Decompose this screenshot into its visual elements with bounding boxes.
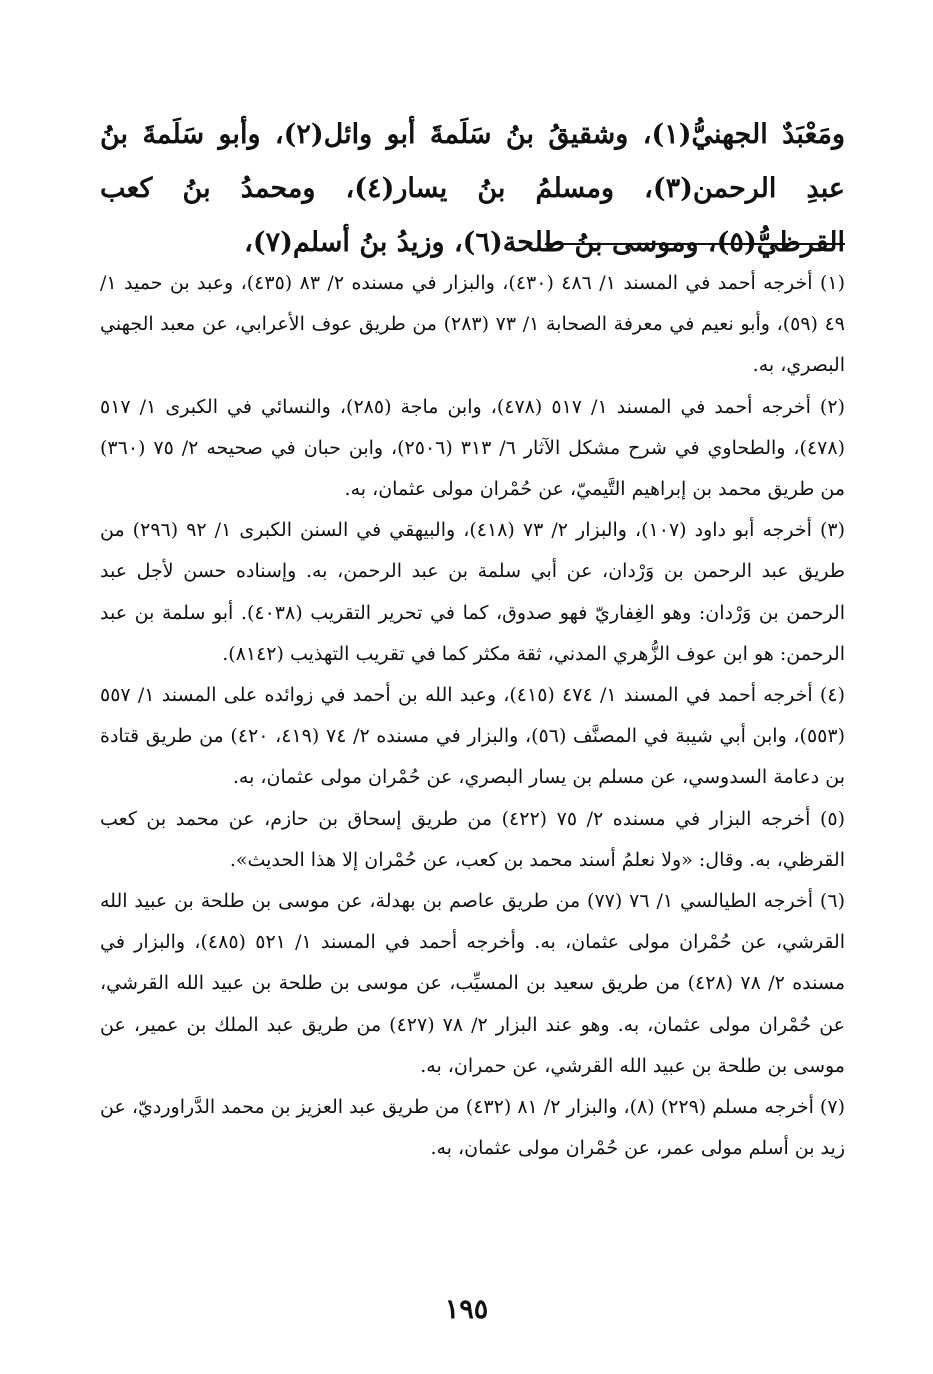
footnote-5: (٥) أخرجه البزار في مسنده ٢/ ٧٥ (٤٢٢) من طريق إسحاق بن حازم، عن محمد بن كعب القرظي، به. وقال: «ولا نعلمُ أسند محمد بن كعب، عن حُمْران إلا هذا الحديث». (100, 807, 845, 871)
footnote-1: (١) أخرجه أحمد في المسند ١/ ٤٨٦ (٤٣٠)، والبزار في مسنده ٢/ ٨٣ (٤٣٥)، وعبد بن حميد ١/ ٤٩ (٥٩)، وأبو نعيم في معرفة الصحابة ١/ ٧٣ (٢٨٣) من طريق عوف الأعرابي، عن معبد الجهني البصري، به. (100, 272, 846, 377)
footnote-2: (٢) أخرجه أحمد في المسند ١/ ٥١٧ (٤٧٨)، وابن ماجة (٢٨٥)، والنسائي في الكبرى ١/ ٥١٧ (٤٧٨)، والطحاوي في شرح مشكل الآثار ٦/ ٣١٣ (٢٥٠٦)، وابن حبان في صحيحه ٢/ ٧٥ (٣٦٠) من طريق محمد بن إبراهيم التَّيميّ، عن حُمْران مولى عثمان، به. (100, 395, 846, 501)
footnote-6: (٦) أخرجه الطيالسي ١/ ٧٦ (٧٧) من طريق عاصم بن بهدلة، عن موسى بن طلحة بن عبيد الله القرشي، عن حُمْران مولى عثمان، به. وأخرجه أحمد في المسند ١/ ٥٢١ (٤٨٥)، والبزار في مسنده ٢/ ٧٨ (٤٢٨) من طريق سعيد بن المسيِّب، عن موسى بن طلحة بن عبيد الله القرشي، عن حُمْران مولى عثمان، به. وهو عند البزار ٢/ ٧٨ (٤٢٧) من طريق عبد الملك بن عمير، عن موسى بن طلحة بن عبيد الله القرشي، عن حمران، به. (100, 890, 846, 1077)
page-number: ١٩٥ (444, 1294, 489, 1325)
footnote-3: (٣) أخرجه أبو داود (١٠٧)، والبزار ٢/ ٧٣ (٤١٨)، والبيهقي في السنن الكبرى ١/ ٩٢ (٢٩٦) من طريق عبد الرحمن بن وَرْدان، عن أبي سلمة بن عبد الرحمن، به. وإسناده حسن لأجل عبد الرحمن بن وَرْدان: وهو الغِفاريّ فهو صدوق، كما في تحرير التقريب (٤٠٣٨). أبو سلمة بن عبد الرحمن: هو ابن عوف الزُّهري المدني، ثقة مكثر كما في تقريب التهذيب (٨١٤٢). (100, 519, 846, 665)
main-body-text: ومَعْبَدٌ الجهنيُّ(١)، وشقيقُ بنُ سَلَمةَ أبو وائل(٢)، وأبو سَلَمةَ بنُ عبدِ الرحمن(٣)، ومسلمُ بنُ يسار(٤)، ومحمدُ بنُ كعب القرظيُّ(٥)، وموسى بنُ طلحة(٦)، وزيدُ بنُ أسلم(٧)، (100, 119, 845, 258)
footnotes-section (100, 263, 845, 1169)
footnote-7: (٧) أخرجه مسلم (٢٢٩) (٨)، والبزار ٢/ ٨١ (٤٣٢) من طريق عبد العزيز بن محمد الدَّراورديّ، عن زيد بن أسلم مولى عمر، عن حُمْران مولى عثمان، به. (100, 1096, 845, 1160)
footnote-separator (545, 243, 845, 245)
footnote-4: (٤) أخرجه أحمد في المسند ١/ ٤٧٤ (٤١٥)، وعبد الله بن أحمد في زوائده على المسند ١/ ٥٥٧ (٥٥٣)، وابن أبي شيبة في المصنَّف (٥٦)، والبزار في مسنده ٢/ ٧٤ (٤١٩، ٤٢٠) من طريق قتادة بن دعامة السدوسي، عن مسلم بن يسار البصري، عن حُمْران مولى عثمان، به. (100, 684, 846, 789)
